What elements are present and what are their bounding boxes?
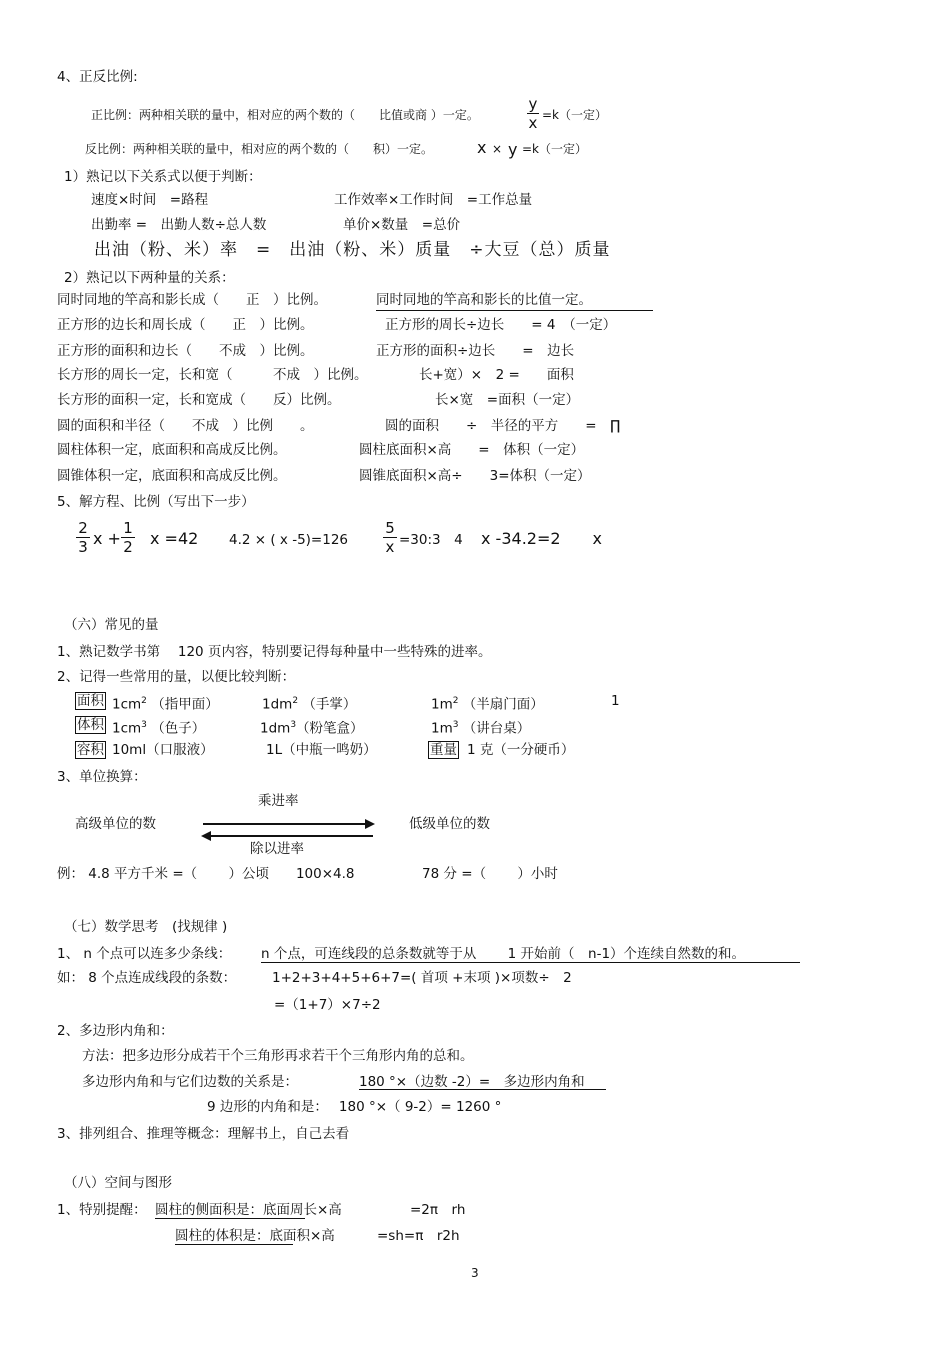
area-4: 1 (611, 693, 620, 709)
part-1-heading: 1）熟记以下关系式以便于判断： (64, 169, 262, 185)
superscript-2: 2 (141, 696, 147, 706)
high-unit-label: 高级单位的数 (75, 816, 156, 832)
area-1-example: （指甲面） (151, 696, 219, 713)
section-6-line-2: 2、记得一些常用的量，以便比较判断： (57, 669, 296, 685)
superscript-2: 2 (292, 696, 299, 706)
area-2 (262, 692, 356, 714)
section-7-title: （七）数学思考 (找规律 ) (64, 919, 228, 935)
relation-work: 工作效率×工作时间 =工作总量 (334, 192, 533, 208)
superscript-3: 3 (290, 720, 297, 730)
volume-2 (260, 716, 364, 738)
frac-numerator: 5 (385, 519, 395, 537)
underline-cylinder-volume (175, 1244, 293, 1245)
proportion-row-1-right: 同时同地的竿高和影长的比值一定。 (376, 292, 592, 308)
volume-row (75, 716, 106, 734)
frac-denominator: 2 (123, 538, 133, 556)
underline-lateral-area (155, 1218, 305, 1219)
conversion-example: 例： 4.8 平方千米 =（ ）公顷 100×4.8 78 分 =（ ）小时 (57, 866, 558, 882)
section-6-line-1: 1、熟记数学书第 120 页内容，特别要记得每种量中一些特殊的进率。 (57, 644, 492, 660)
proportion-row-1-left: 同时同地的竿高和影长成（ 正 ）比例。 (57, 292, 327, 308)
volume-1-example: （色子） (151, 720, 206, 737)
section-7-line-6-right: 180 °×（边数 -2）= 多边形内角和 (359, 1074, 585, 1090)
superscript-2: 2 (452, 696, 459, 706)
frac-denominator: x (385, 538, 395, 556)
proportion-row-7-right: 圆柱底面积×高 = 体积（一定） (359, 442, 585, 458)
volume-1-value: 1cm (112, 720, 142, 737)
proportion-row-3-left: 正方形的面积和边长（ 不成 ）比例。 (57, 343, 314, 359)
superscript-3: 3 (452, 720, 459, 730)
equation-3: =30:3 4 (399, 532, 463, 548)
relation-price: 单价×数量 =总价 (343, 217, 461, 233)
equation-2: 4.2 × ( x -5)=126 (229, 532, 349, 548)
capacity-1: 10ml（口服液） (112, 742, 214, 758)
frac-denominator: 3 (78, 538, 88, 556)
volume-2-value: 1dm (260, 720, 291, 737)
unit-conversion-heading: 3、单位换算： (57, 769, 147, 785)
volume-label: 体积 (77, 717, 104, 733)
cylinder-lateral-area-formula: =2π rh (410, 1202, 466, 1218)
right-arrow-icon (203, 823, 373, 825)
inverse-y: y (508, 140, 518, 159)
direct-proportion-formula: =k（一定） (542, 108, 608, 122)
inverse-proportion-formula: =k（一定） (522, 142, 588, 156)
capacity-row (75, 741, 106, 759)
inverse-proportion-definition: 反比例：两种相关联的量中，相对应的两个数的（ 积）一定。 (85, 142, 434, 156)
cylinder-volume-formula: =sh=π r2h (377, 1228, 460, 1244)
proportion-row-3-right: 正方形的面积÷边长 = 边长 (376, 343, 575, 359)
equation-1-x-plus: x + (93, 529, 121, 548)
section-8-title: （八）空间与图形 (64, 1175, 172, 1191)
proportion-row-2-left: 正方形的边长和周长成（ 正 ）比例。 (57, 317, 314, 333)
capacity-label: 容积 (77, 742, 104, 758)
weight-1: 1 克（一分硬币） (467, 742, 575, 758)
area-label: 面积 (77, 693, 104, 709)
multiply-rate-label: 乘进率 (258, 793, 299, 809)
underline-polygon-formula (359, 1089, 606, 1090)
cylinder-lateral-area: 圆柱的侧面积是：底面周长×高 (155, 1202, 342, 1218)
volume-3 (431, 716, 530, 738)
proportion-row-2-right: 正方形的周长÷边长 = 4 （一定） (385, 317, 617, 333)
weight-label: 重量 (430, 742, 457, 758)
page-number: 3 (471, 1266, 479, 1280)
proportion-row-6-right: 圆的面积 ÷ 半径的平方 = ∏ (385, 418, 621, 434)
section-4-title: 4、正反比例: (57, 69, 138, 85)
area-1-value: 1cm (112, 696, 142, 713)
section-7-line-6-left: 多边形内角和与它们边数的关系是： (82, 1074, 298, 1090)
relation-attendance: 出勤率 = 出勤人数÷总人数 (91, 217, 267, 233)
proportion-row-4-right: 长+宽）× 2 = 面积 (419, 367, 574, 383)
area-3 (431, 692, 544, 714)
area-2-example: （手掌） (302, 696, 357, 713)
volume-3-value: 1m (431, 720, 453, 737)
low-unit-label: 低级单位的数 (409, 816, 490, 832)
part-2-heading: 2）熟记以下两种量的关系： (64, 270, 235, 286)
frac-denominator: x (528, 114, 538, 132)
section-7-line-2-left: 如： 8 个点连成线段的条数： (57, 970, 237, 986)
section-7-line-2-right: 1+2+3+4+5+6+7=( 首项 +末项 )×项数÷ 2 (272, 970, 572, 986)
area-3-example: （半扇门面） (462, 696, 544, 713)
frac-numerator: y (528, 95, 538, 113)
proportion-row-7-left: 圆柱体积一定，底面积和高成反比例。 (57, 442, 287, 458)
area-1 (112, 692, 219, 714)
section-6-title: （六）常见的量 (64, 617, 159, 633)
section-7-line-5: 方法：把多边形分成若干个三角形再求若干个三角形内角的总和。 (82, 1048, 474, 1064)
section-7-line-7: 9 边形的内角和是： 180 °×（ 9-2）= 1260 ° (207, 1099, 502, 1115)
inverse-x: x (477, 138, 487, 157)
capacity-2: 1L（中瓶一鸣奶） (266, 742, 377, 758)
fraction-one-half (121, 520, 135, 555)
section-7-line-3: =（1+7）×7÷2 (274, 997, 381, 1013)
underline-row-1 (376, 310, 653, 311)
weight-row (428, 741, 459, 759)
volume-3-example: （讲台桌） (462, 720, 531, 737)
fraction-two-thirds (76, 520, 90, 555)
left-arrow-icon (203, 835, 373, 837)
section-8-line-1-left: 1、特别提醒： (57, 1202, 147, 1218)
underline-n-points (261, 962, 800, 963)
section-7-line-1-left: 1、 n 个点可以连多少条线： (57, 946, 232, 962)
direct-proportion-definition: 正比例：两种相关联的量中，相对应的两个数的（ 比值或商 ）一定。 (91, 108, 479, 122)
y-over-x-fraction (527, 96, 539, 131)
equation-1-rhs: x =42 (150, 529, 199, 548)
section-5-title: 5、解方程、比例（写出下一步） (57, 494, 255, 510)
frac-numerator: 2 (78, 519, 88, 537)
relation-speed: 速度×时间 =路程 (91, 192, 209, 208)
proportion-row-8-left: 圆锥体积一定，底面积和高成反比例。 (57, 468, 287, 484)
superscript-3: 3 (141, 720, 147, 730)
section-7-line-1-right: n 个点，可连线段的总条数就等于从 1 开始前（ n-1）个连续自然数的和。 (261, 946, 746, 962)
divide-rate-label: 除以进率 (250, 841, 304, 857)
section-7-line-4: 2、多边形内角和： (57, 1023, 174, 1039)
area-3-value: 1m (431, 696, 453, 713)
cylinder-volume: 圆柱的体积是：底面积×高 (175, 1228, 335, 1244)
relation-oil-yield: 出油（粉、米）率 = 出油（粉、米）质量 ÷大豆（总）质量 (94, 240, 611, 260)
volume-2-example: （粉笔盒） (296, 720, 364, 737)
frac-numerator: 1 (123, 519, 133, 537)
proportion-row-5-left: 长方形的面积一定，长和宽成（ 反）比例。 (57, 392, 341, 408)
proportion-row-6-left: 圆的面积和半径（ 不成 ）比例 。 (57, 418, 314, 434)
proportion-row-5-right: 长×宽 =面积（一定） (435, 392, 580, 408)
volume-1 (112, 716, 205, 738)
proportion-row-8-right: 圆锥底面积×高÷ 3=体积（一定） (359, 468, 591, 484)
proportion-row-4-left: 长方形的周长一定，长和宽（ 不成 ）比例。 (57, 367, 368, 383)
equation-4: x -34.2=2 x (481, 529, 603, 548)
inverse-times: × (492, 142, 503, 156)
area-2-value: 1dm (262, 696, 293, 713)
area-row (75, 692, 106, 710)
fraction-five-over-x (383, 520, 397, 555)
section-7-line-8: 3、排列组合、推理等概念：理解书上，自己去看 (57, 1126, 350, 1142)
